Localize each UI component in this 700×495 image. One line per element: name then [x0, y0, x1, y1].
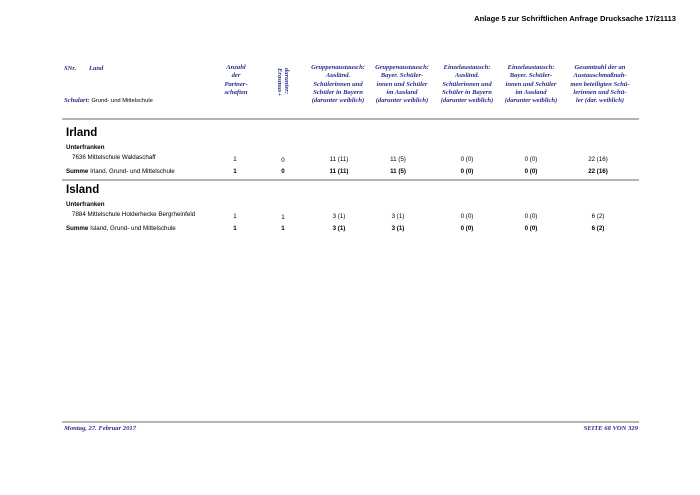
header-anzahl-line: Anzahl [226, 64, 246, 71]
footer-divider [62, 421, 639, 423]
summe-gruppen-bayer: 11 (5) [390, 168, 406, 175]
header-line: im Ausland [515, 88, 547, 96]
header-line: Bayer. Schüler- [380, 72, 424, 80]
header-anzahl [214, 64, 258, 97]
header-line: (darunter weiblich) [504, 97, 558, 105]
header-gesamtzahl [565, 64, 635, 105]
cell-anzahl: 1 [233, 213, 237, 220]
summe-gruppen-ausland: 3 (1) [332, 225, 346, 232]
summe-erasmus: 0 [281, 168, 285, 175]
region-label: Unterfranken [66, 201, 105, 208]
school-name: 7636 Mittelschule Waldaschaff [72, 154, 156, 161]
summe-text: Island, Grund- und Mittelschule [90, 225, 176, 232]
summe-label: Summe [66, 168, 89, 175]
section-divider [62, 179, 639, 181]
header-line: Gruppenaustausch: [311, 64, 365, 71]
header-gruppen-ausland [306, 64, 370, 105]
header-schulart-label: Schulart: [64, 97, 90, 104]
header-line: men beteiligten Schü- [570, 80, 630, 88]
header-line: Einzelaustausch: [443, 64, 491, 71]
header-line: Schüler in Bayern [442, 88, 492, 96]
header-line: Ausländ. [325, 72, 351, 80]
cell-gruppen-ausland: 11 (11) [329, 156, 349, 163]
header-line: Einzelaustausch: [507, 64, 555, 71]
header-anzahl-line: Partner- [224, 80, 248, 88]
header-line: (darunter weiblich) [311, 97, 365, 105]
summe-einzel-ausland: 0 (0) [460, 225, 474, 232]
summe-label: Summe [66, 225, 89, 232]
summe-row-label [66, 225, 176, 232]
region-label: Unterfranken [66, 144, 105, 151]
cell-einzel-bayer: 0 (0) [524, 213, 538, 220]
summe-text: Irland, Grund- und Mittelschule [90, 168, 175, 175]
header-line: Gruppenaustausch: [375, 64, 429, 71]
footer-date: Montag, 27. Februar 2017 [64, 425, 136, 432]
header-line: innen und Schüler [505, 80, 557, 88]
header-einzel-bayer [499, 64, 563, 105]
cell-gruppen-bayer: 11 (5) [390, 156, 406, 163]
cell-einzel-ausland: 0 (0) [460, 156, 474, 163]
header-line: lerinnen und Schü- [573, 88, 627, 96]
summe-einzel-ausland: 0 (0) [460, 168, 474, 175]
summe-einzel-bayer: 0 (0) [524, 168, 538, 175]
cell-erasmus: 1 [281, 214, 285, 221]
anlage-title: Anlage 5 zur Schriftlichen Anfrage Drucksache 17/21113 [474, 14, 676, 23]
cell-gruppen-bayer: 3 (1) [391, 213, 405, 220]
header-line: ler (dar. weiblich) [575, 97, 625, 105]
summe-erasmus: 1 [281, 225, 285, 232]
header-line: innen und Schüler [376, 80, 428, 88]
header-gruppen-bayer [370, 64, 434, 105]
summe-anzahl: 1 [233, 225, 237, 232]
header-line: (darunter weiblich) [375, 97, 429, 105]
header-snr: SNr. [64, 65, 77, 72]
header-line: Ausländ. [454, 72, 480, 80]
cell-einzel-ausland: 0 (0) [460, 213, 474, 220]
footer-page-number: SEITE 68 VON 329 [583, 425, 638, 432]
header-line: Bayer. Schüler- [509, 72, 553, 80]
header-line: Schülerinnen und [442, 80, 492, 88]
header-erasmus-line: darunter: [283, 68, 290, 95]
header-line: Gesamtzahl der an [574, 64, 626, 71]
header-anzahl-line: der [231, 72, 241, 80]
summe-gruppen-bayer: 3 (1) [391, 225, 405, 232]
cell-gesamtzahl: 6 (2) [591, 213, 605, 220]
summe-gesamtzahl: 6 (2) [591, 225, 605, 232]
country-heading: Island [66, 184, 100, 196]
summe-row-label [66, 168, 175, 175]
header-line: Schülerinnen und [313, 80, 363, 88]
header-line: Austauschmaßnah- [573, 72, 627, 80]
summe-gesamtzahl: 22 (16) [588, 168, 608, 175]
header-erasmus [264, 68, 296, 104]
header-land: Land [89, 65, 104, 72]
cell-anzahl: 1 [233, 156, 237, 163]
header-anzahl-line: schaften [224, 88, 248, 96]
header-line: (darunter weiblich) [440, 97, 494, 105]
school-name: 7884 Mittelschule Holderhecke Bergrheinfeld [72, 211, 196, 218]
cell-gruppen-ausland: 3 (1) [332, 213, 346, 220]
header-erasmus-line: Erasmus+ [276, 68, 283, 96]
cell-einzel-bayer: 0 (0) [524, 156, 538, 163]
header-schulart [64, 97, 153, 105]
header-schulart-value: Grund- und Mittelschule [91, 98, 153, 104]
summe-einzel-bayer: 0 (0) [524, 225, 538, 232]
header-einzel-ausland [435, 64, 499, 105]
summe-anzahl: 1 [233, 168, 237, 175]
header-line: im Ausland [386, 88, 418, 96]
cell-erasmus: 0 [281, 157, 285, 164]
header-line: Schüler in Bayern [313, 88, 363, 96]
header-divider [62, 118, 639, 120]
summe-gruppen-ausland: 11 (11) [329, 168, 349, 175]
cell-gesamtzahl: 22 (16) [588, 156, 608, 163]
country-heading: Irland [66, 127, 98, 139]
